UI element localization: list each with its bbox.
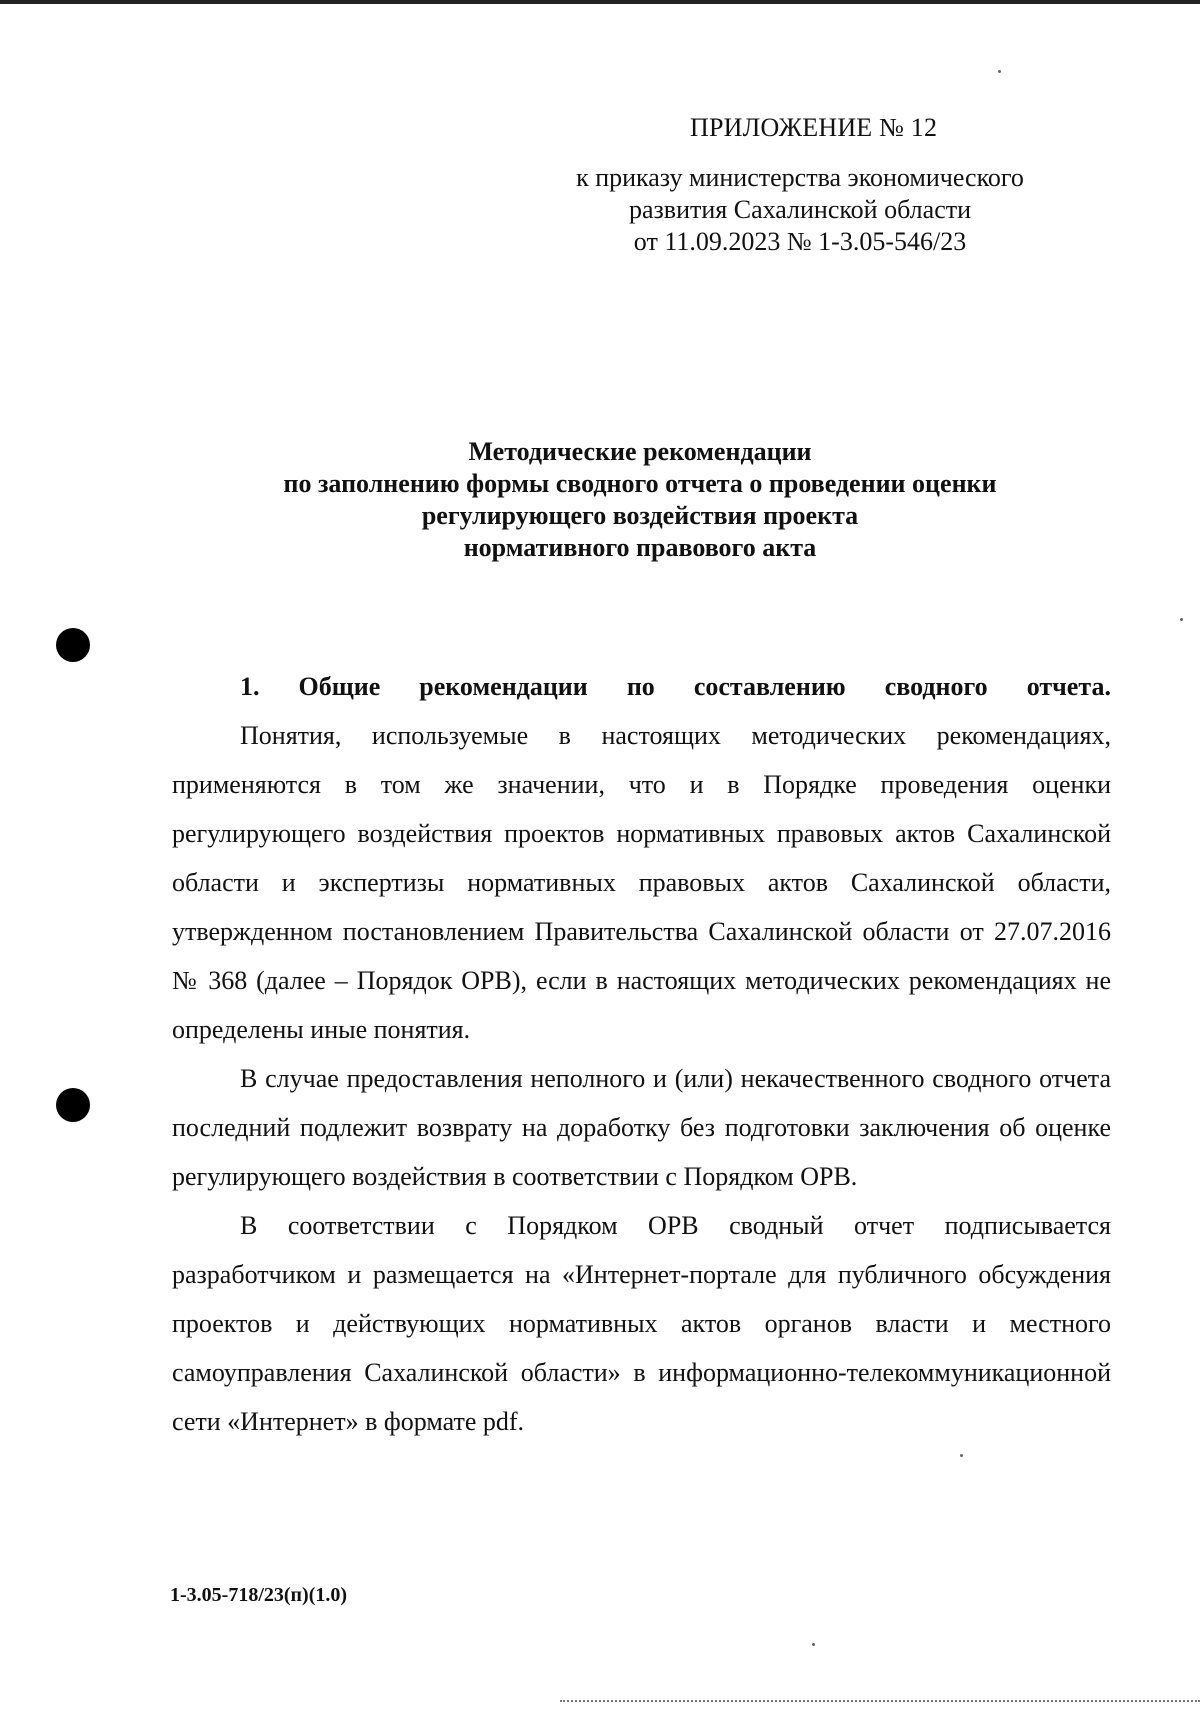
scan-speck <box>1180 618 1183 621</box>
appendix-subtitle <box>520 162 1080 258</box>
appendix-subtitle-line: от 11.09.2023 № 1-3.05-546/23 <box>633 227 967 256</box>
scan-bottom-edge <box>560 1700 1200 1706</box>
body-paragraph: В случае предоставления неполного и (или) некачественного сводного отчета последний подлежит возврату на доработку без подготовки заключения об оценке регулирующего воздействия в соответствии с Порядком ОРВ. <box>172 1064 1111 1191</box>
scan-speck <box>998 70 1001 73</box>
section-heading-word: Общие <box>298 672 381 701</box>
body-paragraph: Понятия, используемые в настоящих методических рекомендациях, применяются в том же значении, что и в Порядке проведения оценки регулирующего воздействия проектов нормативных правовых актов Сахалинской области и экспертизы нормативных правовых актов Сахалинской области, утвержденном постановлением Правительства Сахалинской области от 27.07.2016 № 368 (далее – Порядок ОРВ), если в настоящих методических рекомендациях не определены иные понятия. <box>172 721 1111 1044</box>
appendix-subtitle-line: развития Сахалинской области <box>628 195 972 224</box>
document-title-line: по заполнению формы сводного отчета о проведении оценки <box>283 469 997 498</box>
section-heading <box>172 662 1111 711</box>
document-title-line: регулирующего воздействия проекта <box>421 501 859 530</box>
appendix-subtitle-line: к приказу министерства экономического <box>576 163 1024 192</box>
document-title-line: Методические рекомендации <box>468 437 812 466</box>
document-body <box>172 662 1111 1446</box>
section-heading-word: отчета. <box>1026 672 1111 701</box>
section-heading-word: составлению <box>693 672 846 701</box>
body-paragraph: В соответствии с Порядком ОРВ сводный отчет подписывается разработчиком и размещается на «Интернет-портале для публичного обсуждения проектов и действующих нормативных актов органов власти и местного самоуправления Сахалинской области» в информационно-телекоммуникационной сети «Интернет» в формате pdf. <box>172 1211 1111 1436</box>
scan-speck <box>960 1454 963 1457</box>
section-heading-word: сводного <box>884 672 988 701</box>
document-id-footer: 1-3.05-718/23(п)(1.0) <box>170 1584 348 1606</box>
appendix-title: ПРИЛОЖЕНИЕ № 12 <box>690 113 938 142</box>
punch-hole-top <box>56 628 90 662</box>
document-title-line: нормативного правового акта <box>463 533 817 562</box>
document-title <box>160 436 1120 564</box>
punch-hole-bottom <box>56 1088 90 1122</box>
scan-speck <box>812 1643 815 1646</box>
section-heading-word: по <box>626 672 655 701</box>
scan-top-edge <box>0 0 1200 4</box>
section-heading-word: рекомендации <box>419 672 588 701</box>
section-heading-word: 1. <box>240 672 260 701</box>
